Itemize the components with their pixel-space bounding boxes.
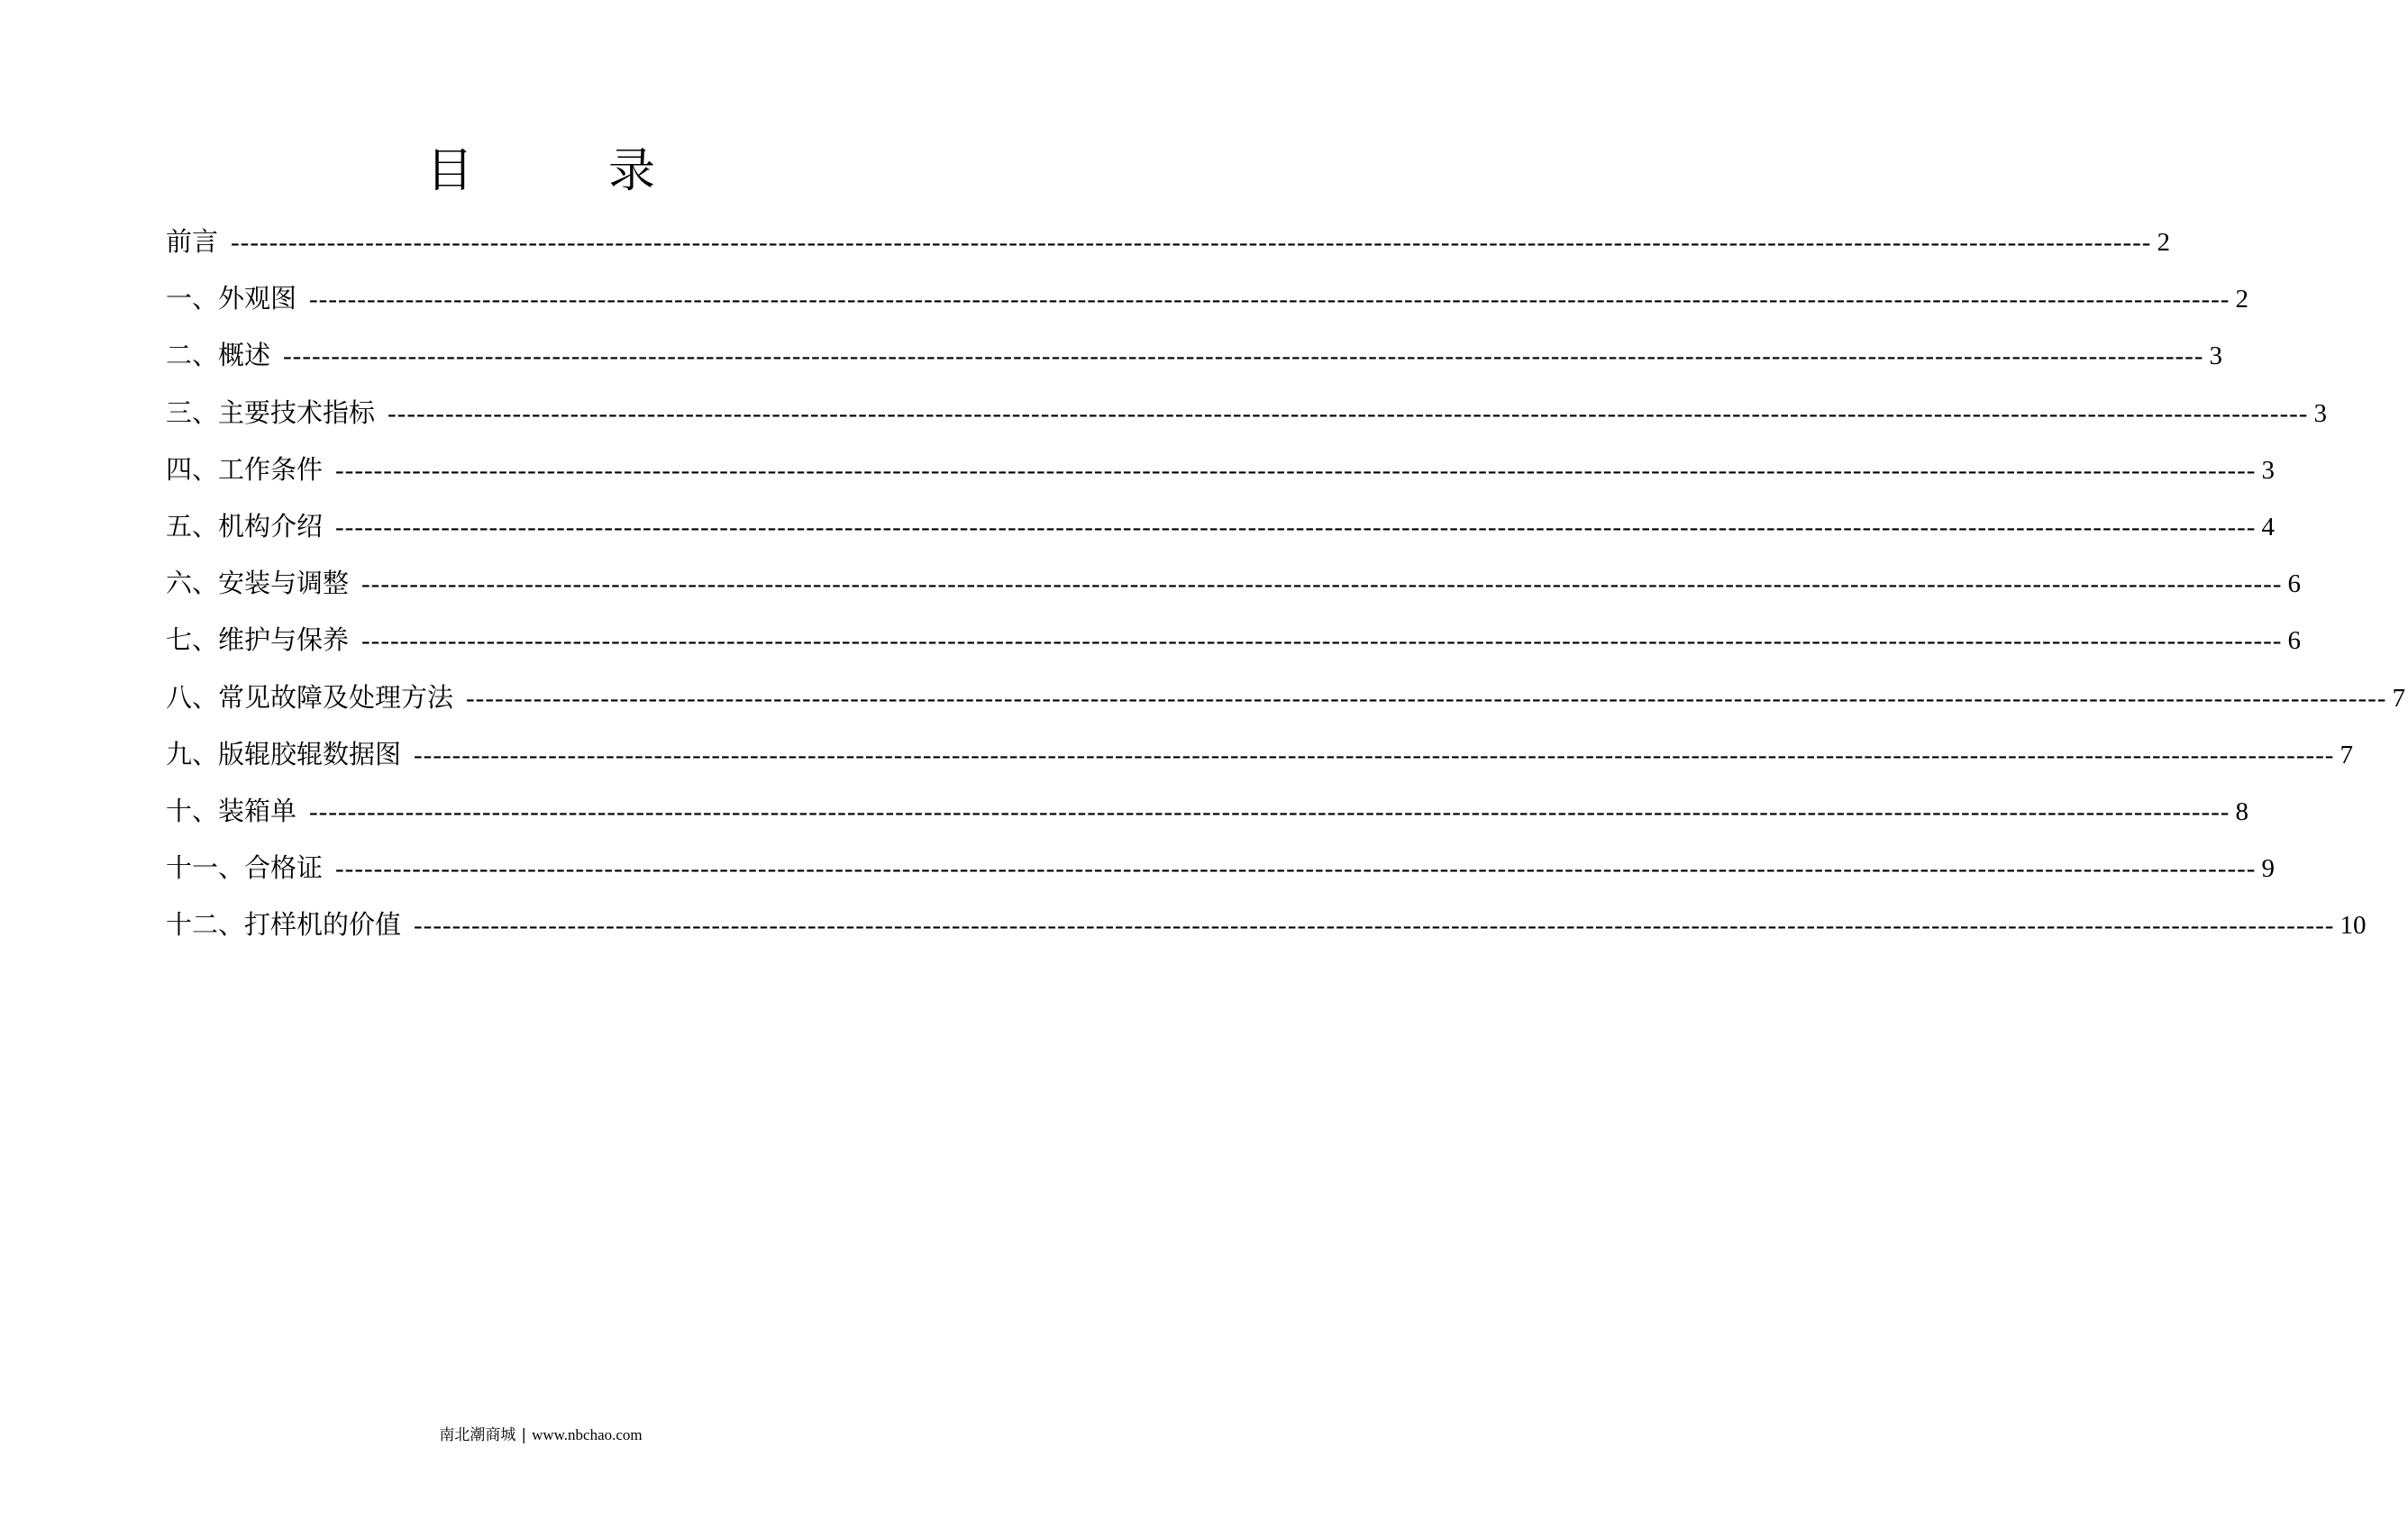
- toc-entry[interactable]: [166, 850, 2275, 906]
- footer-separator: |: [521, 1426, 527, 1444]
- toc-entry-label: 十一、合格证: [166, 852, 324, 884]
- toc-entry[interactable]: [166, 622, 2301, 678]
- footer-site-name: 南北潮商城: [439, 1426, 516, 1444]
- toc-entry-label: 三、主要技术指标: [166, 396, 376, 428]
- toc-dot-leader: --------------------------------------------------------------------------------------------------------------------------------------------------------------------------------------------------------: [466, 683, 2387, 713]
- toc-entry[interactable]: [166, 223, 2170, 280]
- toc-dot-leader: --------------------------------------------------------------------------------------------------------------------------------------------------------------------------------------------------------: [414, 911, 2335, 941]
- toc-entry-label: 八、常见故障及处理方法: [166, 681, 454, 713]
- toc-dot-leader: --------------------------------------------------------------------------------------------------------------------------------------------------------------------------------------------------------: [388, 398, 2309, 428]
- toc-entry-page: 7: [2340, 740, 2353, 769]
- toc-entry-page: 3: [2313, 398, 2327, 428]
- toc-entry-label: 二、概述: [166, 340, 271, 371]
- toc-dot-leader: --------------------------------------------------------------------------------------------------------------------------------------------------------------------------------------------------------: [283, 341, 2204, 371]
- toc-entry-page: 7: [2392, 683, 2405, 713]
- toc-entry-label: 一、外观图: [166, 283, 297, 314]
- page-footer: [0, 1425, 1081, 1445]
- toc-entry-page: 2: [2235, 285, 2248, 314]
- toc-entry-page: 2: [2157, 228, 2170, 257]
- toc-entry[interactable]: [166, 679, 2405, 736]
- toc-dot-leader: --------------------------------------------------------------------------------------------------------------------------------------------------------------------------------------------------------: [335, 512, 2257, 542]
- toc-entry[interactable]: [166, 280, 2248, 337]
- footer-url-link[interactable]: www.nbchao.com: [532, 1426, 643, 1443]
- toc-entry[interactable]: [166, 451, 2275, 508]
- toc-entry[interactable]: [166, 736, 2353, 793]
- toc-dot-leader: --------------------------------------------------------------------------------------------------------------------------------------------------------------------------------------------------------: [414, 740, 2335, 769]
- toc-entry-label: 六、安装与调整: [166, 568, 350, 599]
- title-char-1: 目: [425, 144, 473, 198]
- toc-entry[interactable]: [166, 337, 2222, 394]
- toc-entry[interactable]: [166, 508, 2275, 565]
- toc-entry-page: 10: [2340, 911, 2367, 941]
- toc-entry[interactable]: [166, 906, 2367, 963]
- toc-dot-leader: --------------------------------------------------------------------------------------------------------------------------------------------------------------------------------------------------------: [361, 569, 2283, 599]
- toc-entry-label: 十、装箱单: [166, 795, 297, 826]
- toc-entry-label: 七、维护与保养: [166, 624, 350, 656]
- toc-dot-leader: --------------------------------------------------------------------------------------------------------------------------------------------------------------------------------------------------------: [361, 626, 2283, 656]
- toc-entry-page: 6: [2287, 569, 2301, 599]
- toc-entry-page: 3: [2209, 341, 2222, 371]
- page-title: [0, 144, 1081, 198]
- toc-entry-page: 3: [2261, 455, 2275, 485]
- toc-dot-leader: --------------------------------------------------------------------------------------------------------------------------------------------------------------------------------------------------------: [231, 228, 2152, 257]
- toc-entry[interactable]: [166, 793, 2248, 850]
- toc-entry-label: 四、工作条件: [166, 453, 324, 485]
- toc-entry-label: 十二、打样机的价值: [166, 909, 402, 941]
- toc-entry[interactable]: [166, 565, 2301, 622]
- toc-dot-leader: --------------------------------------------------------------------------------------------------------------------------------------------------------------------------------------------------------: [335, 455, 2257, 485]
- toc-dot-leader: --------------------------------------------------------------------------------------------------------------------------------------------------------------------------------------------------------: [309, 796, 2230, 826]
- toc-entry[interactable]: [166, 395, 2327, 451]
- toc-entry-page: 6: [2287, 626, 2301, 656]
- title-char-2: 录: [608, 144, 656, 198]
- toc-entry-label: 前言: [166, 226, 219, 257]
- toc-entry-label: 九、版辊胶辊数据图: [166, 738, 402, 769]
- toc-dot-leader: --------------------------------------------------------------------------------------------------------------------------------------------------------------------------------------------------------: [335, 854, 2257, 884]
- toc-entry-label: 五、机构介绍: [166, 510, 324, 542]
- toc-entry-page: 4: [2261, 512, 2275, 542]
- toc-entry-page: 8: [2235, 796, 2248, 826]
- toc-entry-page: 9: [2261, 854, 2275, 884]
- toc-dot-leader: --------------------------------------------------------------------------------------------------------------------------------------------------------------------------------------------------------: [309, 285, 2230, 314]
- table-of-contents: [166, 223, 2405, 963]
